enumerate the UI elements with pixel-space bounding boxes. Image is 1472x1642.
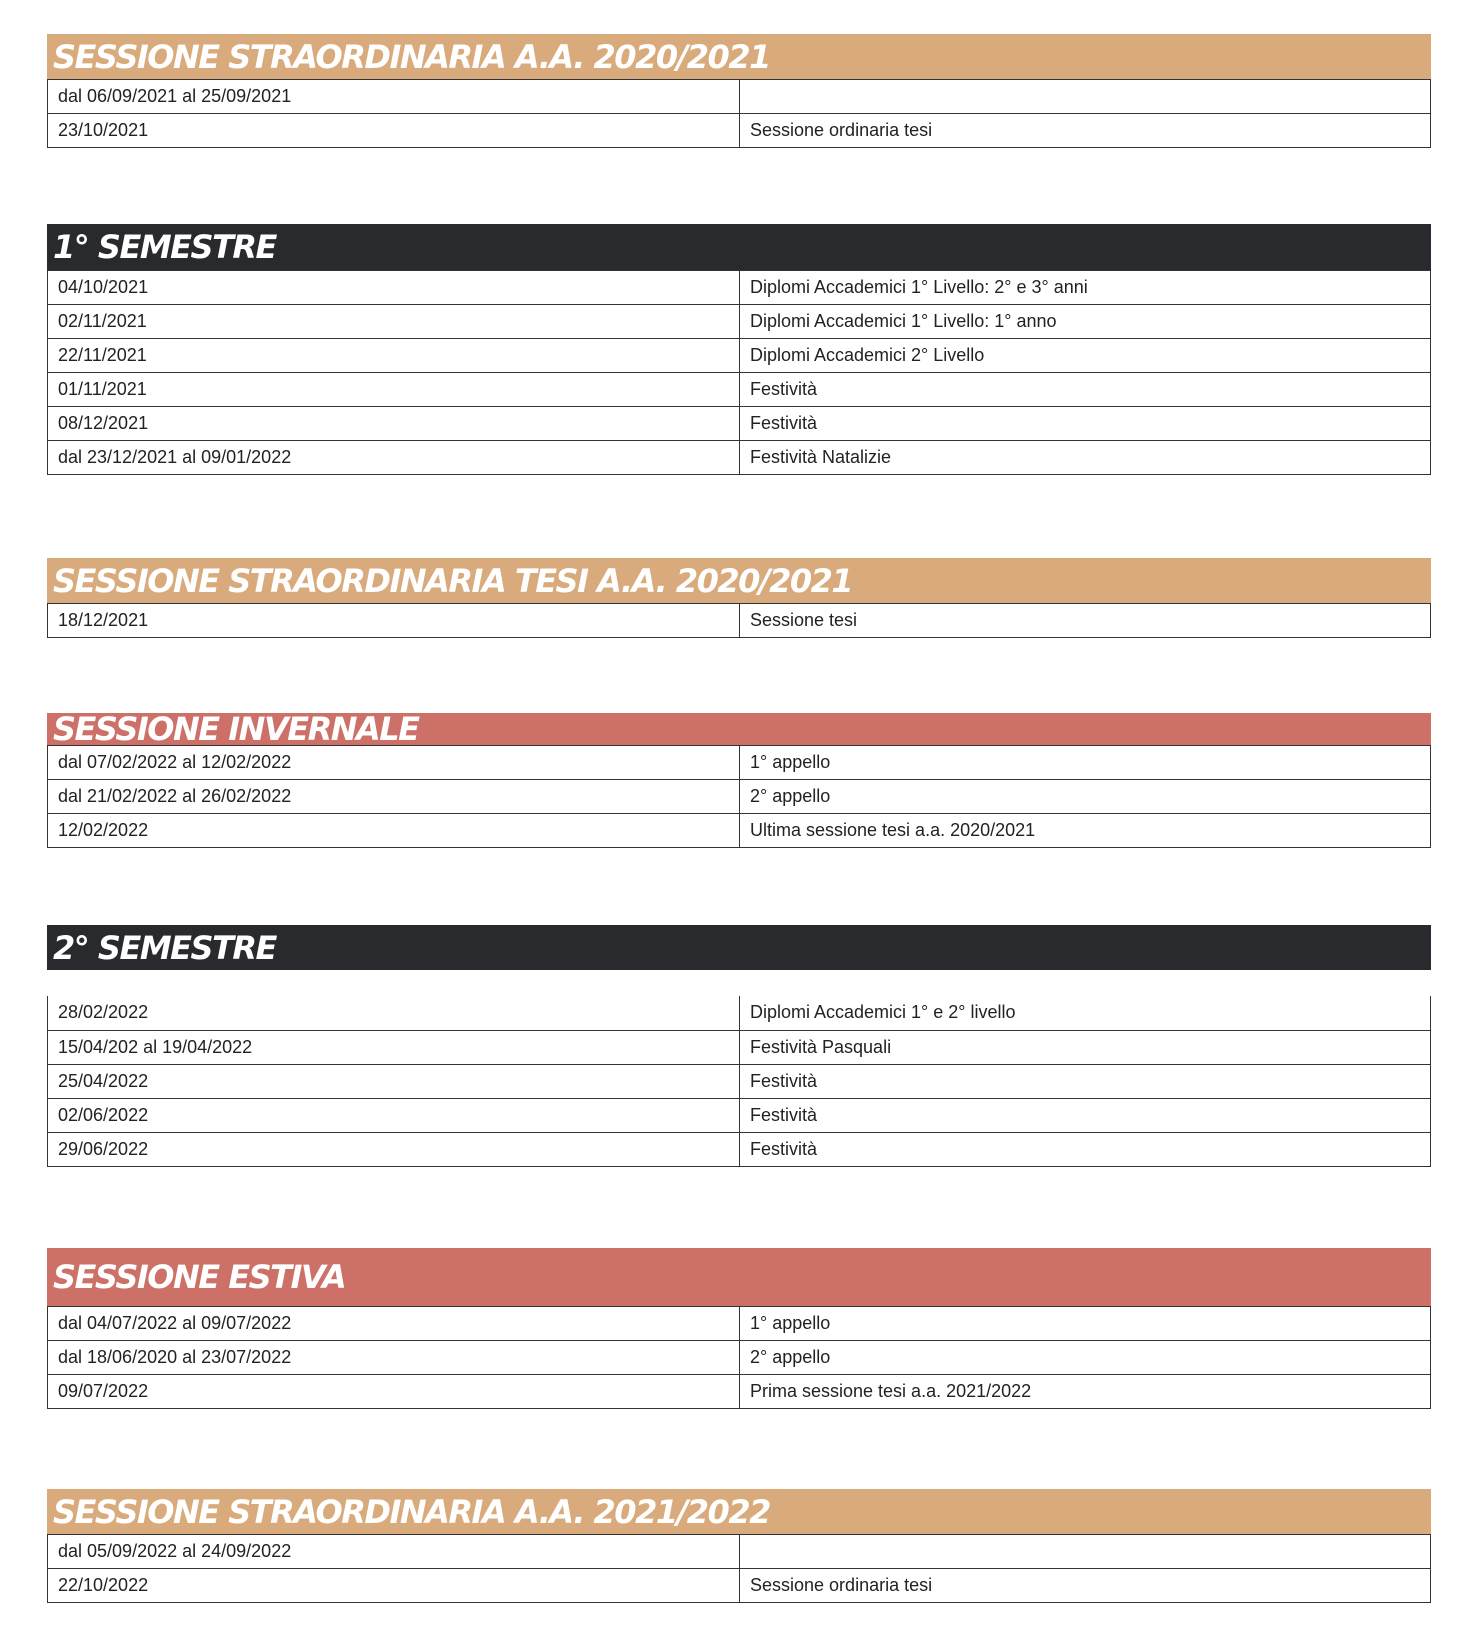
table-row bbox=[48, 339, 1431, 373]
calendar-table bbox=[47, 270, 1431, 475]
date-cell: 28/02/2022 bbox=[48, 996, 740, 1030]
description-cell: Diplomi Accademici 1° Livello: 2° e 3° anni bbox=[740, 271, 1431, 305]
calendar-table bbox=[47, 1306, 1431, 1409]
section-title: SESSIONE STRAORDINARIA A.A. 2020/2021 bbox=[47, 34, 1431, 79]
date-cell: 15/04/202 al 19/04/2022 bbox=[48, 1030, 740, 1064]
date-cell: dal 04/07/2022 al 09/07/2022 bbox=[48, 1307, 740, 1341]
section-straordinaria-tesi bbox=[47, 558, 1431, 638]
description-cell: Festività Natalizie bbox=[740, 441, 1431, 475]
table-row bbox=[48, 407, 1431, 441]
date-cell: 04/10/2021 bbox=[48, 271, 740, 305]
description-cell: Festività bbox=[740, 1098, 1431, 1132]
table-row bbox=[48, 1030, 1431, 1064]
date-cell: dal 07/02/2022 al 12/02/2022 bbox=[48, 746, 740, 780]
date-cell: 22/10/2022 bbox=[48, 1569, 740, 1603]
table-row bbox=[48, 80, 1431, 114]
description-cell: 2° appello bbox=[740, 1341, 1431, 1375]
description-cell: Festività bbox=[740, 407, 1431, 441]
date-cell: 22/11/2021 bbox=[48, 339, 740, 373]
table-row bbox=[48, 1569, 1431, 1603]
description-cell: Sessione tesi bbox=[740, 604, 1431, 638]
section-sessione-estiva bbox=[47, 1248, 1431, 1409]
date-cell: 18/12/2021 bbox=[48, 604, 740, 638]
table-row bbox=[48, 780, 1431, 814]
description-cell: Diplomi Accademici 2° Livello bbox=[740, 339, 1431, 373]
section-title: SESSIONE ESTIVA bbox=[47, 1248, 1431, 1306]
table-row bbox=[48, 1375, 1431, 1409]
description-cell: Sessione ordinaria tesi bbox=[740, 1569, 1431, 1603]
date-cell: 02/06/2022 bbox=[48, 1098, 740, 1132]
description-cell: Festività bbox=[740, 1132, 1431, 1166]
description-cell: Diplomi Accademici 1° Livello: 1° anno bbox=[740, 305, 1431, 339]
section-straordinaria-2020-2021 bbox=[47, 34, 1431, 148]
table-row bbox=[48, 746, 1431, 780]
section-sessione-invernale bbox=[47, 713, 1431, 848]
description-cell: Diplomi Accademici 1° e 2° livello bbox=[740, 996, 1431, 1030]
calendar-table bbox=[47, 1534, 1431, 1603]
date-cell: 08/12/2021 bbox=[48, 407, 740, 441]
description-cell: Festività bbox=[740, 373, 1431, 407]
table-row bbox=[48, 1132, 1431, 1166]
description-cell: Sessione ordinaria tesi bbox=[740, 114, 1431, 148]
date-cell: 01/11/2021 bbox=[48, 373, 740, 407]
date-cell: dal 21/02/2022 al 26/02/2022 bbox=[48, 780, 740, 814]
description-cell: Prima sessione tesi a.a. 2021/2022 bbox=[740, 1375, 1431, 1409]
description-cell: 1° appello bbox=[740, 1307, 1431, 1341]
table-row bbox=[48, 1098, 1431, 1132]
description-cell bbox=[740, 80, 1431, 114]
date-cell: dal 18/06/2020 al 23/07/2022 bbox=[48, 1341, 740, 1375]
date-cell: 23/10/2021 bbox=[48, 114, 740, 148]
section-2-semestre bbox=[47, 925, 1431, 1167]
table-row bbox=[48, 996, 1431, 1030]
table-row bbox=[48, 814, 1431, 848]
section-straordinaria-2021-2022 bbox=[47, 1489, 1431, 1603]
calendar-table bbox=[47, 603, 1431, 638]
description-cell: Ultima sessione tesi a.a. 2020/2021 bbox=[740, 814, 1431, 848]
table-row bbox=[48, 1341, 1431, 1375]
date-cell: 25/04/2022 bbox=[48, 1064, 740, 1098]
date-cell: dal 06/09/2021 al 25/09/2021 bbox=[48, 80, 740, 114]
calendar-table bbox=[47, 79, 1431, 148]
table-row bbox=[48, 1307, 1431, 1341]
description-cell: Festività bbox=[740, 1064, 1431, 1098]
table-row bbox=[48, 1064, 1431, 1098]
table-row bbox=[48, 305, 1431, 339]
table-row bbox=[48, 441, 1431, 475]
table-row bbox=[48, 1535, 1431, 1569]
description-cell: 2° appello bbox=[740, 780, 1431, 814]
section-title: SESSIONE INVERNALE bbox=[47, 713, 1431, 745]
description-cell: Festività Pasquali bbox=[740, 1030, 1431, 1064]
section-1-semestre bbox=[47, 224, 1431, 475]
date-cell: 12/02/2022 bbox=[48, 814, 740, 848]
section-title: SESSIONE STRAORDINARIA A.A. 2021/2022 bbox=[47, 1489, 1431, 1534]
description-cell bbox=[740, 1535, 1431, 1569]
table-row bbox=[48, 114, 1431, 148]
calendar-table bbox=[47, 996, 1431, 1167]
spacer bbox=[47, 970, 1431, 996]
date-cell: 02/11/2021 bbox=[48, 305, 740, 339]
calendar-table bbox=[47, 745, 1431, 848]
table-row bbox=[48, 271, 1431, 305]
section-title: SESSIONE STRAORDINARIA TESI A.A. 2020/2021 bbox=[47, 558, 1431, 603]
date-cell: dal 05/09/2022 al 24/09/2022 bbox=[48, 1535, 740, 1569]
table-row bbox=[48, 604, 1431, 638]
section-title: 1° SEMESTRE bbox=[47, 224, 1431, 270]
date-cell: 09/07/2022 bbox=[48, 1375, 740, 1409]
table-row bbox=[48, 373, 1431, 407]
description-cell: 1° appello bbox=[740, 746, 1431, 780]
date-cell: dal 23/12/2021 al 09/01/2022 bbox=[48, 441, 740, 475]
section-title: 2° SEMESTRE bbox=[47, 925, 1431, 970]
date-cell: 29/06/2022 bbox=[48, 1132, 740, 1166]
